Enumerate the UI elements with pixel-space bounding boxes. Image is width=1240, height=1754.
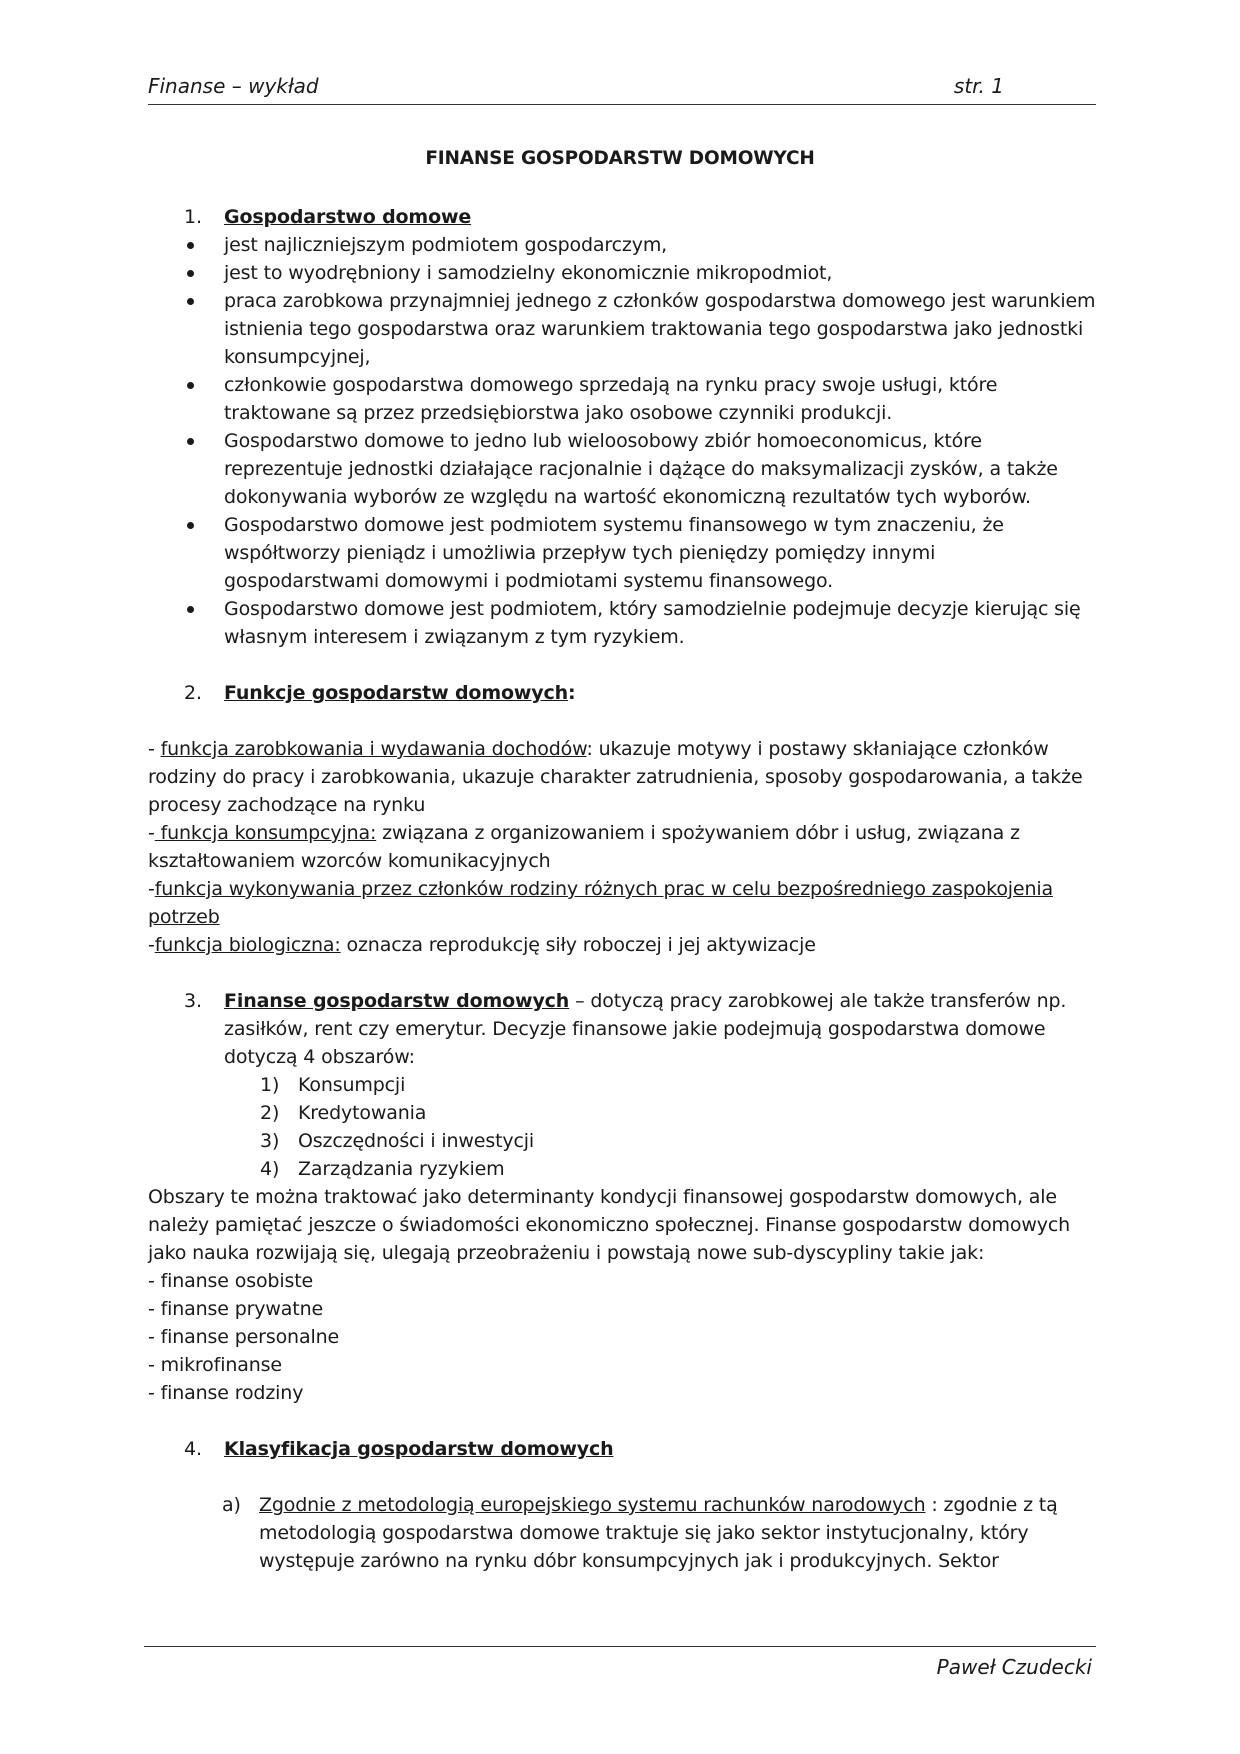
list-item-text: Gospodarstwo domowe jest podmiotem systemu finansowego w tym znaczeniu, że współtworzy pieniądz i umożliwia przepływ tych pieniędzy pomiędzy innymi gospodarstwami domowymi i podmiotami systemu finansowego. [224, 514, 1004, 592]
list-item [148, 1071, 1096, 1099]
list-item [148, 231, 1096, 259]
areas-list [148, 1071, 1096, 1183]
section-1-bullet-list [148, 231, 1096, 651]
subdiscipline-item: - finanse osobiste [148, 1270, 314, 1292]
bullet-icon [187, 382, 194, 389]
function-item [148, 931, 1096, 959]
list-item-text: Oszczędności i inwestycji [298, 1130, 535, 1152]
subdiscipline-item: - finanse personalne [148, 1326, 339, 1348]
dash: - [148, 822, 155, 844]
page-header [148, 74, 1096, 105]
section-3-paragraph: Obszary te można traktować jako determinanty kondycji finansowej gospodarstw domowych, ale należy pamiętać jeszcze o świadomości ekonomiczno społecznej. Finanse gospodarstw domowych jako nauka rozwijają się, ulegają przeobrażeniu i powstają nowe sub-dyscypliny takie jak: [148, 1186, 1071, 1264]
dash: - [148, 934, 155, 956]
list-item-text: Kredytowania [298, 1102, 427, 1124]
list-item-text: członkowie gospodarstwa domowego sprzedają na rynku pracy swoje usługi, które traktowane są przez przedsiębiorstwa jako osobowe czynniki produkcji. [224, 374, 998, 424]
list-number: 2) [260, 1102, 280, 1124]
function-item [148, 735, 1096, 819]
list-item [148, 1155, 1096, 1183]
list-item [148, 1127, 1096, 1155]
list-item-text: Gospodarstwo domowe to jedno lub wieloosobowy zbiór homoeconomicus, które reprezentuje jednostki działające racjonalnie i dążące do maksymalizacji zysków, a także dokonywania wyborów ze względu na wartość ekonomiczną rezultatów tych wyborów. [224, 430, 1058, 508]
header-page-number: str. 1 [953, 74, 1004, 98]
header-course-title: Finanse – wykład [148, 74, 319, 98]
footer-author: Paweł Czudecki [936, 1655, 1092, 1679]
section-title: Funkcje gospodarstw domowych [224, 682, 568, 704]
list-item-text: Zarządzania ryzykiem [298, 1158, 505, 1180]
function-term: funkcja zarobkowania i wydawania dochodów [160, 738, 587, 760]
section-1-heading [148, 203, 1096, 231]
section-3-heading [148, 987, 1096, 1071]
list-item [148, 595, 1096, 651]
subdiscipline-item: - finanse rodziny [148, 1382, 304, 1404]
bullet-icon [187, 606, 194, 613]
list-number: 1) [260, 1074, 280, 1096]
section-title: Gospodarstwo domowe [224, 206, 472, 228]
bullet-icon [187, 522, 194, 529]
classification-item-a [148, 1491, 1096, 1575]
bullet-icon [187, 298, 194, 305]
list-item [148, 1099, 1096, 1127]
page-footer [144, 1646, 1096, 1679]
subdiscipline-item: - finanse prywatne [148, 1298, 323, 1320]
section-3-intro: – dotyczą pracy zarobkowej ale także transferów np. zasiłków, rent czy emerytur. Decyzje finansowe jakie podejmują gospodarstwa domowe dotyczą 4 obszarów: [224, 990, 1067, 1068]
section-number: 1. [184, 206, 202, 228]
section-number: 2. [184, 682, 202, 704]
section-title: Finanse gospodarstw domowych [224, 990, 570, 1012]
list-letter: a) [222, 1494, 241, 1516]
list-item [148, 427, 1096, 511]
list-item-text: jest to wyodrębniony i samodzielny ekonomicznie mikropodmiot, [224, 262, 833, 284]
classification-term: Zgodnie z metodologią europejskiego systemu rachunków narodowych [259, 1494, 926, 1516]
list-item [148, 511, 1096, 595]
dash: - [148, 738, 161, 760]
document-body [148, 203, 1096, 1575]
document-title: FINANSE GOSPODARSTW DOMOWYCH [425, 148, 815, 169]
function-term: funkcja konsumpcyjna: [154, 822, 377, 844]
section-4-heading [148, 1435, 1096, 1463]
list-item-text: jest najliczniejszym podmiotem gospodarczym, [224, 234, 668, 256]
function-item [148, 819, 1096, 875]
section-2-heading [148, 679, 1096, 707]
list-item-text: Gospodarstwo domowe jest podmiotem, który samodzielnie podejmuje decyzje kierując się własnym interesem i związanym z tym ryzykiem. [224, 598, 1081, 648]
subdiscipline-item: - mikrofinanse [148, 1354, 282, 1376]
list-number: 3) [260, 1130, 280, 1152]
classification-description: : zgodnie z tą metodologią gospodarstwa domowe traktuje się jako sektor instytucjonalny, który występuje zarówno na rynku dóbr konsumpcyjnych jak i produkcyjnych. Sektor [259, 1494, 1058, 1572]
section-number: 4. [184, 1438, 202, 1460]
function-item [148, 875, 1096, 931]
function-term: funkcja biologiczna: [154, 934, 341, 956]
list-item [148, 287, 1096, 371]
list-item-text: praca zarobkowa przynajmniej jednego z członków gospodarstwa domowego jest warunkiem istnienia tego gospodarstwa oraz warunkiem traktowania tego gospodarstwa jako jednostki konsumpcyjnej, [224, 290, 1096, 368]
function-description: związana z organizowaniem i spożywaniem dóbr i usług, związana z kształtowaniem wzorców komunikacyjnych [148, 822, 1020, 872]
list-item [148, 371, 1096, 427]
bullet-icon [187, 270, 194, 277]
list-item [148, 259, 1096, 287]
list-item-text: Konsumpcji [298, 1074, 406, 1096]
function-description: oznacza reprodukcję siły roboczej i jej aktywizacje [340, 934, 816, 956]
section-number: 3. [184, 990, 202, 1012]
function-description: : ukazuje motywy i postawy skłaniające członków rodziny do pracy i zarobkowania, ukazuje charakter zatrudnienia, sposoby gospodarowania, a także procesy zachodzące na rynku [148, 738, 1083, 816]
list-number: 4) [260, 1158, 280, 1180]
section-title: Klasyfikacja gospodarstw domowych [224, 1438, 614, 1460]
bullet-icon [187, 242, 194, 249]
dash: - [148, 878, 155, 900]
section-title-suffix: : [568, 682, 576, 704]
function-term: funkcja wykonywania przez członków rodziny różnych prac w celu bezpośredniego zaspokojenia potrzeb [148, 878, 1053, 928]
bullet-icon [187, 438, 194, 445]
